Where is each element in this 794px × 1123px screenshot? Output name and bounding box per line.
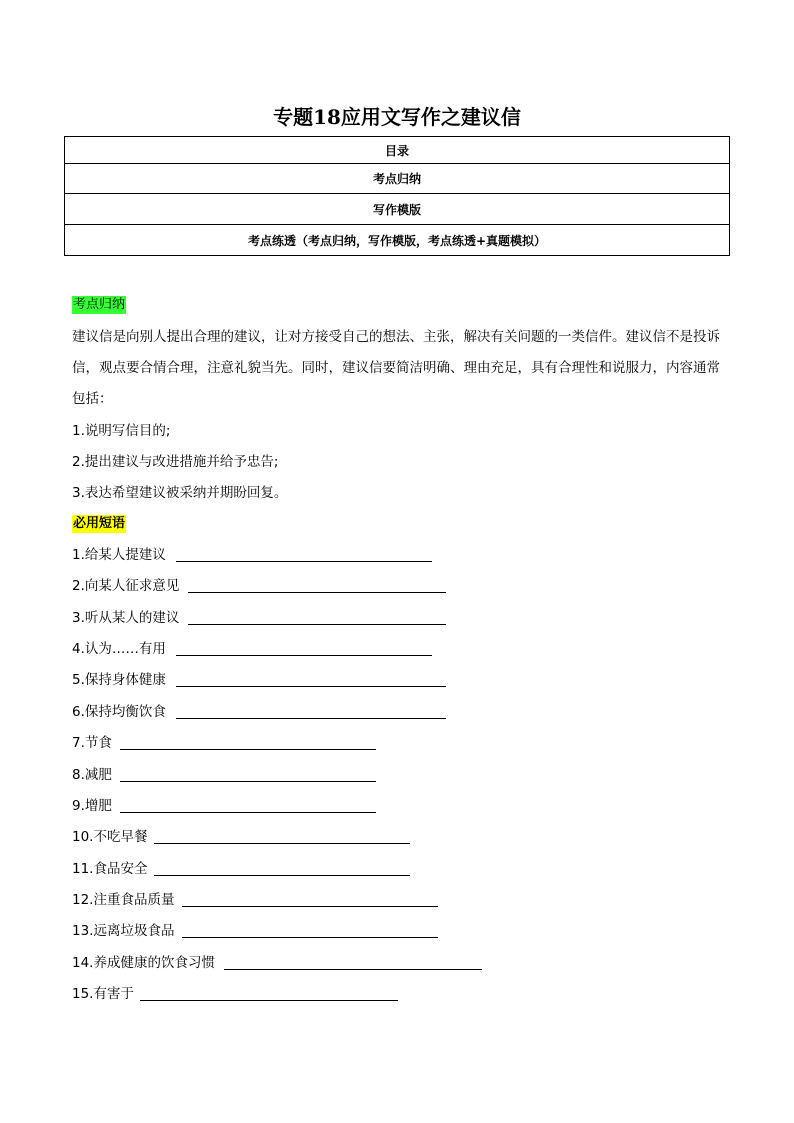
- phrase-label: 1.给某人提建议: [72, 547, 166, 563]
- phrase-row: [72, 703, 446, 723]
- answer-blank-line: [120, 749, 376, 750]
- phrase-label: 11.食品安全: [72, 861, 148, 877]
- toc-heading: 目录: [65, 137, 730, 164]
- phrase-row: [72, 577, 446, 597]
- phrase-label: 3.听从某人的建议: [72, 610, 180, 626]
- toc-table: [64, 136, 730, 256]
- answer-blank-line: [188, 592, 446, 593]
- point-item: 2.提出建议与改进措施并给予忠告;: [72, 454, 279, 470]
- section-heading-phrases: 必用短语: [73, 516, 126, 531]
- phrase-row: [72, 954, 482, 974]
- answer-blank-line: [182, 906, 438, 907]
- phrase-label: 10.不吃早餐: [72, 829, 148, 845]
- phrase-label: 9.增肥: [72, 798, 112, 814]
- toc-item-practice: 考点练透（考点归纳，写作模版，考点练透+真题模拟）: [65, 225, 730, 256]
- section-heading-key-points: 考点归纳: [73, 297, 126, 312]
- phrase-row: [72, 609, 446, 629]
- phrase-row: [72, 734, 376, 754]
- page-title: 专题18应用文写作之建议信: [273, 105, 521, 129]
- phrase-row: [72, 546, 432, 566]
- phrase-label: 8.减肥: [72, 767, 112, 783]
- answer-blank-line: [182, 937, 438, 938]
- phrase-row: [72, 640, 432, 660]
- answer-blank-line: [176, 655, 432, 656]
- answer-blank-line: [176, 718, 446, 719]
- phrase-row: [72, 985, 398, 1005]
- phrase-label: 6.保持均衡饮食: [72, 704, 166, 720]
- phrase-label: 7.节食: [72, 735, 112, 751]
- phrase-label: 4.认为……有用: [72, 641, 166, 657]
- answer-blank-line: [120, 781, 376, 782]
- phrase-label: 14.养成健康的饮食习惯: [72, 955, 215, 971]
- phrase-row: [72, 860, 410, 880]
- answer-blank-line: [140, 1000, 398, 1001]
- phrase-row: [72, 891, 438, 911]
- phrase-label: 2.向某人征求意见: [72, 578, 180, 594]
- intro-paragraph: 建议信是向别人提出合理的建议，让对方接受自己的想法、主张，解决有关问题的一类信件。建议信不是投诉信，观点要合情合理，注意礼貌当先。同时，建议信要简洁明确、理由充足，具有合理性和说服力，内容通常包括：: [72, 329, 720, 407]
- answer-blank-line: [120, 812, 376, 813]
- phrase-row: [72, 828, 410, 848]
- phrase-row: [72, 797, 376, 817]
- phrase-label: 13.远离垃圾食品: [72, 923, 175, 939]
- answer-blank-line: [176, 561, 432, 562]
- toc-item-key-points: 考点归纳: [65, 164, 730, 194]
- phrase-label: 15.有害于: [72, 986, 134, 1002]
- answer-blank-line: [154, 875, 410, 876]
- phrase-label: 12.注重食品质量: [72, 892, 175, 908]
- toc-item-writing-template: 写作模版: [65, 194, 730, 225]
- answer-blank-line: [176, 686, 446, 687]
- answer-blank-line: [154, 843, 410, 844]
- point-item: 1.说明写信目的;: [72, 423, 171, 439]
- answer-blank-line: [224, 969, 482, 970]
- phrase-label: 5.保持身体健康: [72, 672, 166, 688]
- phrase-row: [72, 922, 438, 942]
- answer-blank-line: [188, 624, 446, 625]
- phrase-row: [72, 671, 446, 691]
- point-item: 3.表达希望建议被采纳并期盼回复。: [72, 485, 288, 501]
- phrase-row: [72, 766, 376, 786]
